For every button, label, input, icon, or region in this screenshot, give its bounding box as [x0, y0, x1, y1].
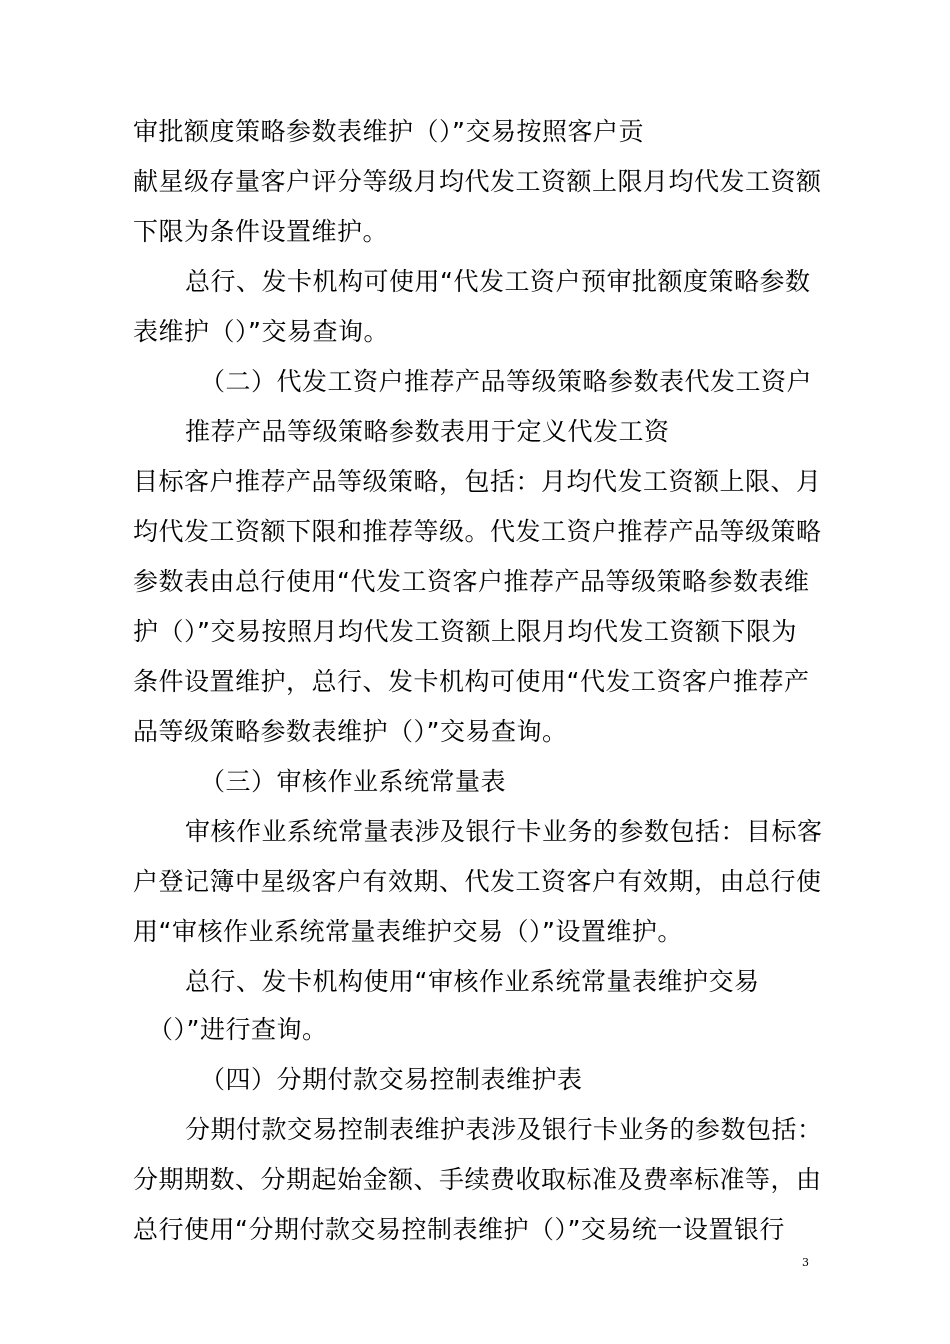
text-line: 户登记簿中星级客户有效期、代发工资客户有效期，由总行使 [133, 867, 822, 896]
text-line: 总行、发卡机构使用“审核作业系统常量表维护交易 [185, 967, 760, 996]
page-number: 3 [802, 1256, 809, 1269]
text-line: 条件设置维护，总行、发卡机构可使用“代发工资客户推荐产 [133, 667, 810, 696]
text-line: 分期期数、分期起始金额、手续费收取标准及费率标准等，由 [133, 1165, 822, 1194]
text-line: 均代发工资额下限和推荐等级。代发工资户推荐产品等级策略 [133, 517, 822, 546]
text-line: 表维护（）”交易查询。 [133, 317, 389, 346]
text-line: 品等级策略参数表维护（）”交易查询。 [133, 717, 568, 746]
text-line: 目标客户推荐产品等级策略，包括：月均代发工资额上限、月 [133, 467, 822, 496]
text-line: 下限为条件设置维护。 [133, 217, 389, 246]
text-line: 护（）”交易按照月均代发工资额上限月均代发工资额下限为 [133, 617, 797, 646]
text-line: 参数表由总行使用“代发工资客户推荐产品等级策略参数表维 [133, 567, 810, 596]
text-line: 总行使用“分期付款交易控制表维护（）”交易统一设置银行 [133, 1215, 785, 1244]
text-line: 总行、发卡机构可使用“代发工资户预审批额度策略参数 [185, 267, 811, 296]
section-heading: （三）审核作业系统常量表 [200, 767, 507, 796]
text-line: 审批额度策略参数表维护（）”交易按照客户贡 [133, 117, 644, 146]
section-heading: （四）分期付款交易控制表维护表 [200, 1065, 583, 1094]
text-line: 分期付款交易控制表维护表涉及银行卡业务的参数包括： [185, 1115, 823, 1144]
text-line: 审核作业系统常量表涉及银行卡业务的参数包括：目标客 [185, 817, 823, 846]
text-line: 用“审核作业系统常量表维护交易（）”设置维护。 [133, 917, 683, 946]
text-line: 推荐产品等级策略参数表用于定义代发工资 [185, 417, 670, 446]
text-line: （）”进行查询。 [148, 1015, 328, 1044]
section-heading: （二）代发工资户推荐产品等级策略参数表代发工资户 [200, 367, 813, 396]
text-line: 献星级存量客户评分等级月均代发工资额上限月均代发工资额 [133, 167, 822, 196]
